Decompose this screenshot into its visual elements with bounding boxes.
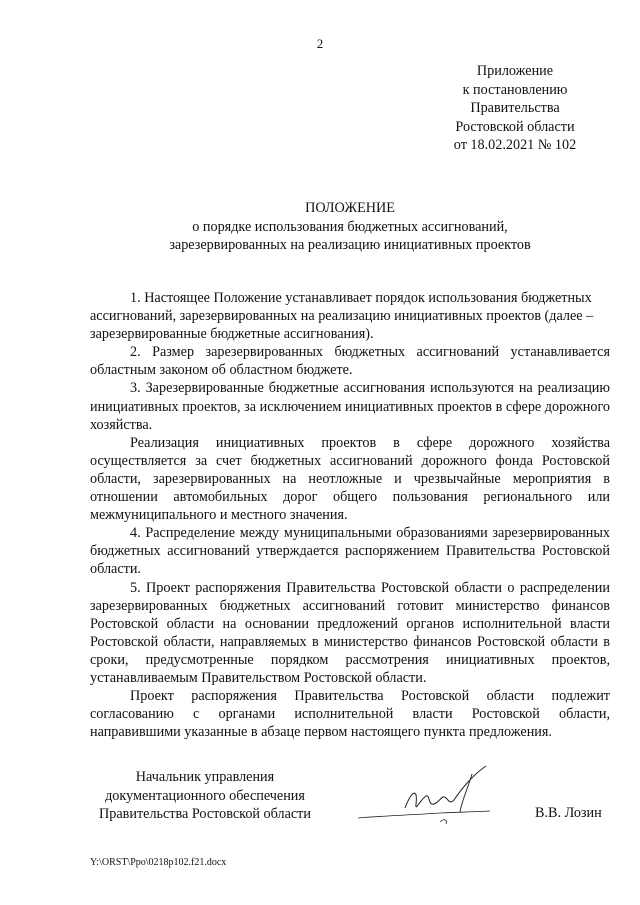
- appendix-line: Правительства: [470, 100, 560, 116]
- file-path: Y:\ORST\Ppo\0218p102.f21.docx: [90, 857, 227, 868]
- page-number: 2: [316, 36, 324, 51]
- signatory-title-line: документационного обеспечения: [105, 787, 305, 804]
- appendix-line: Ростовской области: [455, 118, 575, 135]
- appendix-line: Приложение: [476, 63, 554, 79]
- paragraph-4: 4. Распределение между муниципальными образованиями зарезервированных бюджетных ассигнований утверждается распоряжением Правительства Ростовской области.: [90, 525, 610, 578]
- title-subtitle: о порядке использования бюджетных ассигнований,: [192, 218, 508, 235]
- signatory-title: [90, 768, 320, 824]
- appendix-block: [440, 62, 590, 155]
- document-title: [90, 199, 610, 255]
- signatory-title-line: Начальник управления: [135, 769, 275, 785]
- signatory-name: В.В. Лозин: [535, 805, 602, 821]
- document-body: [90, 289, 610, 741]
- appendix-line: к постановлению: [462, 81, 568, 98]
- signatory-title-line: Правительства Ростовской области: [99, 806, 311, 822]
- paragraph-1: 1. Настоящее Положение устанавливает порядок использования бюджетных ассигнований, зарезервированных на реализацию инициативных проектов (далее – зарезервированные бюджетные ассигнования).: [90, 290, 594, 343]
- paragraph-5-continuation: Проект распоряжения Правительства Ростовской области подлежит согласованию с органами исполнительной власти Ростовской области, направившими указанные в абзаце первом настоящего пункта предложения.: [90, 688, 610, 741]
- appendix-line: от 18.02.2021 № 102: [453, 137, 577, 153]
- handwritten-signature: [350, 760, 500, 830]
- title-heading: ПОЛОЖЕНИЕ: [305, 200, 395, 216]
- paragraph-3-continuation: Реализация инициативных проектов в сфере дорожного хозяйства осуществляется за счет бюджетных ассигнований дорожного фонда Ростовской области, зарезервированных на неотложные и чрезвычайные мероприятия в отношении автомобильных дорог общего пользования регионального или межмуниципального и местного значения.: [90, 434, 610, 524]
- paragraph-2: 2. Размер зарезервированных бюджетных ассигнований устанавливается областным законом об областном бюджете.: [90, 344, 610, 379]
- title-subtitle: зарезервированных на реализацию инициативных проектов: [169, 237, 531, 253]
- paragraph-3: 3. Зарезервированные бюджетные ассигнования используются на реализацию инициативных проектов, за исключением инициативных проектов в сфере дорожного хозяйства.: [90, 380, 610, 433]
- paragraph-5: 5. Проект распоряжения Правительства Ростовской области о распределении зарезервированных бюджетных ассигнований готовит министерство финансов Ростовской области на основании предложений органов исполнительной власти Ростовской области, направляемых в министерство финансов Ростовской области в сроки, предусмотренные порядком рассмотрения инициативных проектов, устанавливаемым Правительством Ростовской области.: [90, 579, 610, 686]
